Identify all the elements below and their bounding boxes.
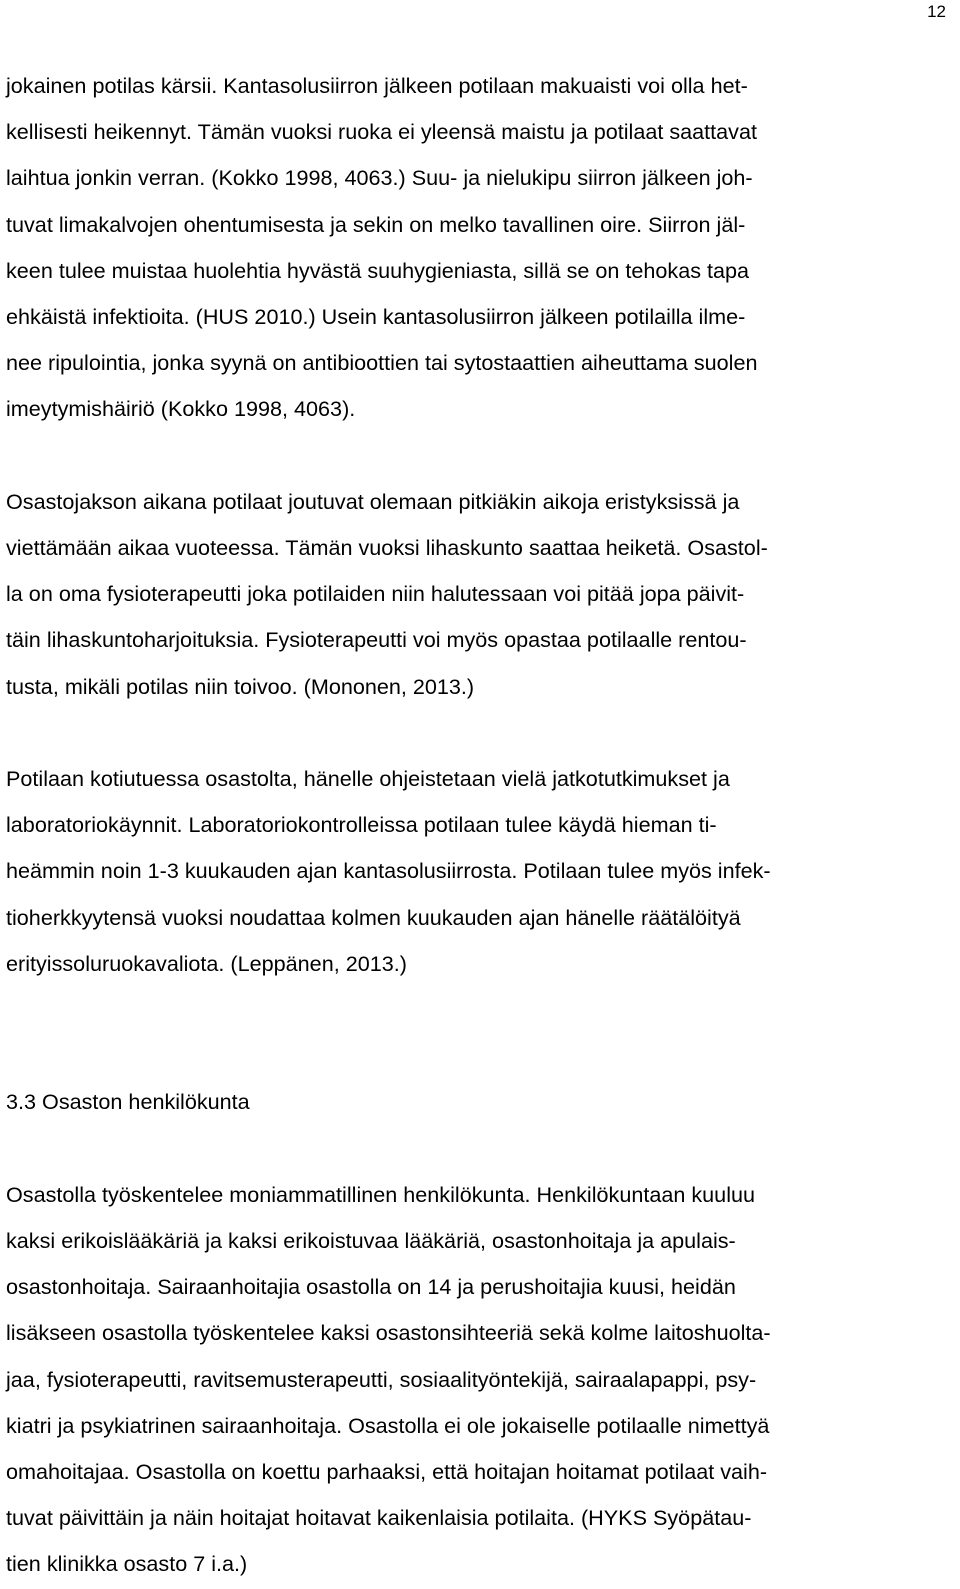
paragraph-discharge (6, 756, 951, 987)
paragraph-symptoms (6, 63, 951, 433)
paragraph-spacer (6, 710, 951, 756)
text-line: tioherkkyytensä vuoksi noudattaa kolmen kuukauden ajan hänelle räätälöityä (6, 904, 741, 930)
text-line: laboratoriokäynnit. Laboratoriokontrolleissa potilaan tulee käydä hieman ti- (6, 812, 717, 838)
paragraph-staff (6, 1172, 951, 1588)
text-line: kellisesti heikennyt. Tämän vuoksi ruoka ei yleensä maistu ja potilaat saattavat (6, 119, 757, 145)
text-line: viettämään aikaa vuoteessa. Tämän vuoksi lihaskunto saattaa heiketä. Osastol- (6, 535, 768, 561)
paragraph-spacer (6, 1126, 951, 1172)
section-heading: 3.3 Osaston henkilökunta (6, 1089, 250, 1115)
text-line: Osastojakson aikana potilaat joutuvat olemaan pitkiäkin aikoja eristyksissä ja (6, 488, 740, 514)
text-line: nee ripulointia, jonka syynä on antibioottien tai sytostaattien aiheuttama suolen (6, 350, 758, 376)
page-number: 12 (927, 2, 946, 21)
paragraph-physiotherapy (6, 479, 951, 710)
text-line: heämmin noin 1-3 kuukauden ajan kantasolusiirrosta. Potilaan tulee myös infek- (6, 858, 771, 884)
text-line: kiatri ja psykiatrinen sairaanhoitaja. Osastolla ei ole jokaiselle potilaalle nimettyä (6, 1412, 770, 1438)
text-line: imeytymishäiriö (Kokko 1998, 4063). (6, 396, 356, 422)
text-line: jokainen potilas kärsii. Kantasolusiirron jälkeen potilaan makuaisti voi olla het- (6, 73, 748, 98)
document-body (6, 63, 951, 1588)
text-line: tuvat limakalvojen ohentumisesta ja sekin on melko tavallinen oire. Siirron jäl- (6, 211, 746, 237)
text-line: täin lihaskuntoharjoituksia. Fysioterapeutti voi myös opastaa potilaalle rentou- (6, 627, 747, 653)
text-line: tusta, mikäli potilas niin toivoo. (Mononen, 2013.) (6, 673, 475, 699)
text-line: jaa, fysioterapeutti, ravitsemusterapeutti, sosiaalityöntekijä, sairaalapappi, psy- (6, 1366, 757, 1392)
text-line: erityissoluruokavaliota. (Leppänen, 2013.) (6, 950, 407, 976)
text-line: ehkäistä infektioita. (HUS 2010.) Usein kantasolusiirron jälkeen potilailla ilme- (6, 304, 746, 330)
text-line: Osastolla työskentelee moniammatillinen henkilökunta. Henkilökuntaan kuuluu (6, 1181, 756, 1207)
text-line: tien klinikka osasto 7 i.a.) (6, 1551, 248, 1577)
text-line: tuvat päivittäin ja näin hoitajat hoitavat kaikenlaisia potilaita. (HYKS Syöpätau- (6, 1505, 752, 1531)
text-line: kaksi erikoislääkäriä ja kaksi erikoistuvaa lääkäriä, osastonhoitaja ja apulais- (6, 1228, 736, 1254)
text-line: keen tulee muistaa huolehtia hyvästä suuhygieniasta, sillä se on tehokas tapa (6, 257, 750, 283)
paragraph-spacer (6, 433, 951, 479)
text-line: osastonhoitaja. Sairaanhoitajia osastolla on 14 ja perushoitajia kuusi, heidän (6, 1274, 736, 1300)
text-line: lisäkseen osastolla työskentelee kaksi osastonsihteeriä sekä kolme laitoshuolta- (6, 1320, 771, 1346)
text-line: laihtua jonkin verran. (Kokko 1998, 4063.) Suu- ja nielukipu siirron jälkeen joh- (6, 165, 753, 191)
text-line: omahoitajaa. Osastolla on koettu parhaaksi, että hoitajan hoitamat potilaat vaih- (6, 1459, 768, 1485)
text-line: Potilaan kotiutuessa osastolta, hänelle ohjeistetaan vielä jatkotutkimukset ja (6, 766, 730, 792)
text-line: la on oma fysioterapeutti joka potilaiden niin halutessaan voi pitää jopa päivit- (6, 581, 745, 607)
section-spacer (6, 987, 951, 1079)
